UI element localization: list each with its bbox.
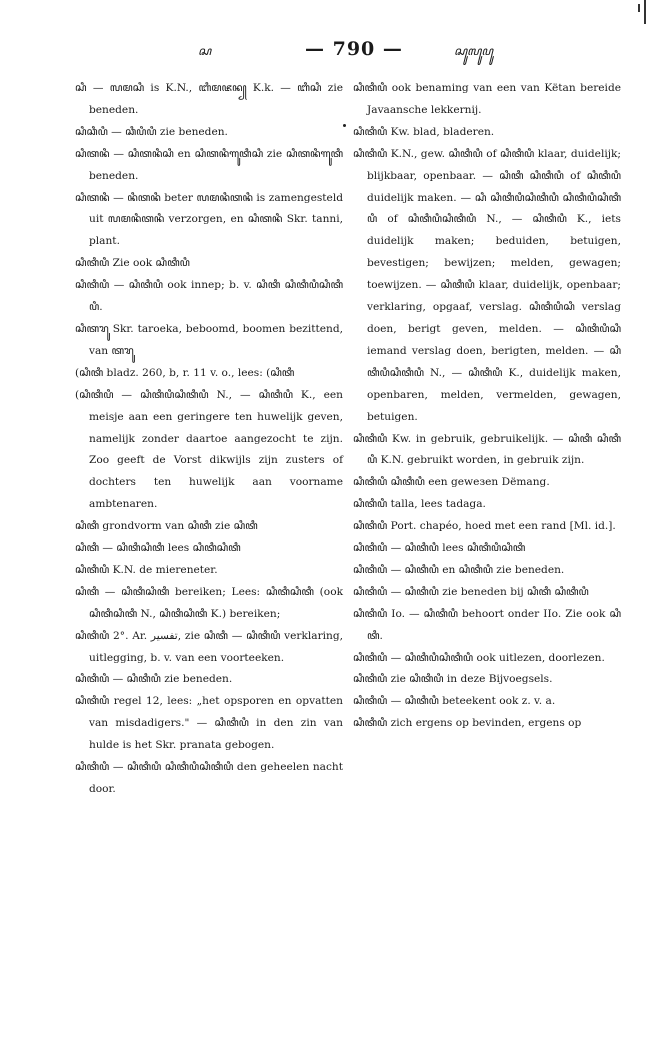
dictionary-entry: ꦱꦶꦠꦶꦥꦶ — ꦱꦶꦠꦶꦥꦶ beteekent ook z. v. a. — [353, 695, 556, 708]
dictionary-entry: ꦱꦶꦠꦶꦥꦶ K.N., gew. ꦱꦶꦠꦶꦥꦶ of ꦱꦶꦠꦶꦥꦶ klaar, duidelijk; blijkbaar, openbaar. — ꦱꦶꦠꦶ ꦱꦶꦠꦶꦥꦶ of ꦱꦶꦠꦶꦥꦶ duidelijk maken. — ꦱꦶ ꦱꦶꦠꦶꦥꦶꦱꦶꦠꦶꦥꦶ ꦱꦶꦠꦶꦥꦶꦱꦶꦠꦶꦥꦶ of ꦱꦶꦠꦶꦥꦶꦱꦶꦠꦶꦥꦶ N., — ꦱꦶꦠꦶꦥꦶ K., iets duidelijk maken; beduiden, betuigen, bevestigen; bewijzen; melden, gewagen; toewijzen. — ꦱꦶꦠꦶꦥꦶ klaar, duidelijk, openbaar; verklaring, opgaaf, verslag. ꦱꦶꦠꦶꦥꦶꦱꦶ verslag doen, berigt geven, melden. — ꦱꦶꦠꦶꦥꦶꦱꦶ iemand verslag doen, berigten, melden. — ꦱꦶꦠꦶꦥꦶꦱꦶꦠꦶꦥꦶ N., — ꦱꦶꦠꦶꦥꦶ K., duidelijk maken, openbaren, melden, vermelden, gewagen, betuigen. — [353, 147, 621, 423]
dictionary-entry: ꦱꦶ — ꦭꦩꦱꦶ is K.N., ꦧꦶꦩꦗꦤ꧀ K.k. — ꦧꦶꦱꦶ zie beneden. — [75, 82, 343, 116]
dictionary-entry: ꦱꦶꦠꦶꦥꦶ K.N. de miereneter. — [75, 563, 218, 576]
print-speck — [343, 124, 346, 127]
page-number: — 790 — — [305, 38, 403, 60]
dictionary-entry: ꦱꦶꦠꦶꦥꦶ — ꦱꦶꦠꦶꦥꦶꦱꦶꦠꦶꦥꦶ ook uitlezen, doorlezen. — [353, 651, 605, 664]
dictionary-entry: ꦱꦶꦠꦶꦥꦶ — ꦱꦶꦠꦶꦥꦶ ook innep; b. v. ꦱꦶꦠꦶ ꦱꦶꦠꦶꦥꦶꦱꦶꦠꦶꦥꦶ. — [75, 279, 343, 314]
dictionary-entry: ꦱꦶꦠꦶꦥꦶ — ꦱꦶꦠꦶꦥꦶ lees ꦱꦶꦠꦶꦥꦶꦱꦶꦠꦶ — [353, 542, 526, 555]
dictionary-entry: ꦱꦶꦠꦶꦥꦶ Port. chapéo, hoed met een rand [Ml. id.]. — [353, 520, 616, 533]
dictionary-entry: ꦱꦶꦠꦶꦥꦶ ook benaming van een van Këtan bereide Javaansche lekkernij. — [353, 82, 621, 116]
dictionary-entry: ꦱꦶꦠꦶ grondvorm van ꦱꦶꦠꦶ zie ꦱꦶꦠꦶ — [75, 520, 258, 533]
right-column — [353, 78, 621, 735]
dictionary-entry: ꦱꦶꦠꦶ — ꦱꦶꦠꦶꦱꦶꦠꦶ lees ꦱꦶꦠꦶꦱꦶꦠꦶ — [75, 542, 241, 555]
dictionary-entry: ꦱꦶꦠꦶꦥꦶ ꦱꦶꦠꦶꦥꦶ een geweзen Dëmang. — [353, 476, 550, 489]
page-header — [70, 38, 630, 62]
dictionary-entry: ꦱꦶꦠꦶꦥꦶ talla, lees tadaga. — [353, 498, 486, 511]
dictionary-entry: ꦱꦶꦠꦶꦥꦶ — ꦱꦶꦠꦶꦥꦶ zie beneden. — [75, 673, 233, 686]
dictionary-entry: ꦱꦶꦠꦤꦶ — ꦱꦶꦠꦤꦶꦱꦶ en ꦱꦶꦠꦤꦶꦒꦸꦠꦶꦱꦶ zie ꦱꦶꦠꦤꦶꦒꦸꦠꦶ beneden. — [75, 147, 343, 182]
dictionary-entry: ꦱꦶꦠꦶꦥꦶ Kw. blad, bladeren. — [353, 125, 495, 138]
dictionary-entry: ꦱꦶꦠꦶꦥꦶ Kw. in gebruik, gebruikelijk. — ꦱꦶꦠꦶ ꦱꦶꦠꦶꦥꦶ K.N. gebruikt worden, in gebruik zijn. — [353, 432, 621, 467]
dictionary-entry: (ꦱꦶꦠꦶ bladz. 260, b, r. 11 v. o., lees: (ꦱꦶꦠꦶ — [75, 366, 295, 379]
dictionary-entry: ꦱꦶꦠꦤꦶ — ꦤꦶꦠꦤꦶ beter ꦭꦩꦤꦶꦠꦤꦶ is zamengesteld uit ꦭꦩꦤꦶꦠꦤꦶ verzorgen, en ꦱꦶꦠꦤꦶ Skr. tanni, plant. — [75, 191, 343, 248]
page-edge-mark — [644, 0, 646, 24]
dictionary-entry: ꦱꦶꦠꦶꦥꦶ zie ꦱꦶꦠꦶꦥꦶ in deze Bijvoegsels. — [353, 673, 553, 686]
dictionary-entry: ꦱꦶꦠꦶꦥꦶ — ꦱꦶꦠꦶꦥꦶ zie beneden bij ꦱꦶꦠꦶ ꦱꦶꦠꦶꦥꦶ — [353, 585, 589, 598]
dictionary-entry: ꦱꦶꦠꦶꦥꦶ Zie ook ꦱꦶꦠꦶꦥꦶ — [75, 257, 190, 270]
header-left-word: ꦱ — [198, 44, 212, 58]
page-edge-mark — [638, 4, 640, 12]
header-right-word: ꦱꦸꦭꦸꦥꦸ — [454, 44, 493, 58]
dictionary-entry: ꦱꦶꦠꦶꦥꦶ — ꦱꦶꦠꦶꦥꦶ en ꦱꦶꦠꦶꦥꦶ zie beneden. — [353, 563, 565, 576]
dictionary-entry: ꦱꦶꦠꦫꦸ Skr. taroeka, beboomd, boomen bezittend, van ꦠꦫꦸ — [75, 322, 343, 357]
dictionary-entry: ꦱꦶꦠꦶꦥꦶ regel 12, lees: „het opsporen en opvatten van misdadigers." — ꦱꦶꦠꦶꦥꦶ in den zin van hulde is het Skr. pranata gebogen. — [75, 695, 343, 752]
dictionary-entry: (ꦱꦶꦠꦶꦥꦶ — ꦱꦶꦠꦶꦥꦶꦱꦶꦠꦶꦥꦶ N., — ꦱꦶꦠꦶꦥꦶ K., een meisje aan een geringere ten huwelijk geven, namelijk zonder daartoe aangezocht te zijn. Zoo geeft de Vorst dikwijls zijn zusters of dochters ten huwelijk aan voorname ambtenaren. — [75, 388, 343, 511]
dictionary-entry: ꦱꦶꦠꦶꦥꦶ 2°. Ar. تفسير, zie ꦱꦶꦠꦶ — ꦱꦶꦠꦶꦥꦶ verklaring, uitlegging, b. v. van een voorteeken. — [75, 629, 343, 664]
left-column — [75, 78, 343, 801]
dictionary-entry: ꦱꦶꦠꦶꦥꦶ Io. — ꦱꦶꦠꦶꦥꦶ behoort onder IIo. Zie ook ꦱꦶꦠꦶ. — [353, 607, 621, 642]
dictionary-entry: ꦱꦶꦕꦶꦥꦶ — ꦕꦶꦥꦶꦥꦶ zie beneden. — [75, 125, 228, 138]
dictionary-entry: ꦱꦶꦠꦶ — ꦱꦶꦠꦶꦱꦶꦠꦶ bereiken; Lees: ꦱꦶꦠꦶꦱꦶꦠꦶ (ook ꦱꦶꦠꦶꦱꦶꦠꦶ N., ꦱꦶꦠꦶꦱꦶꦠꦶ K.) bereiken; — [75, 585, 343, 620]
dictionary-entry: ꦱꦶꦠꦶꦥꦶ zich ergens op bevinden, ergens op — [353, 717, 582, 730]
dictionary-entry: ꦱꦶꦠꦶꦥꦶ — ꦱꦶꦠꦶꦥꦶ ꦱꦶꦠꦶꦥꦶꦱꦶꦠꦶꦥꦶ den geheelen nacht door. — [75, 761, 343, 795]
